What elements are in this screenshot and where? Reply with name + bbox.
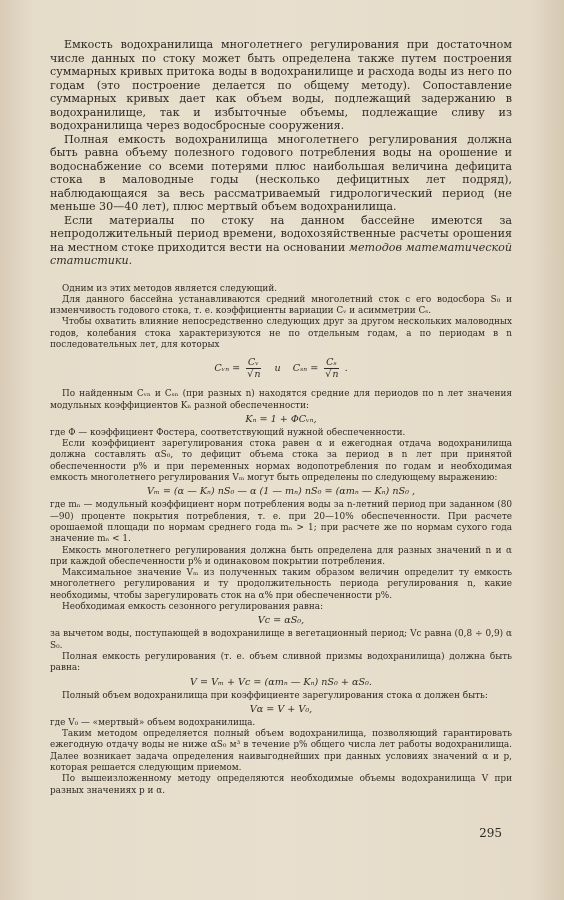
- paragraph: Чтобы охватить влияние непосредственно следующих друг за другом нескольких маловодных годов, колебания стока характеризуются не по отдельным годам, а по периодам в n последовательных лет, для которых: [50, 317, 512, 350]
- formula-fraction: [322, 357, 340, 381]
- main-text: [50, 38, 512, 268]
- paragraph: где V₀ — «мертвый» объем водохранилища.: [50, 717, 256, 728]
- formula-kn: Kₙ = 1 + ΦCᵥₙ,: [245, 413, 317, 425]
- formula-valpha: Vα = V + V₀,: [249, 703, 313, 715]
- paragraph: По найденным Cᵥₙ и Cₛₙ (при разных n) находятся средние для периодов по n лет значения модульных коэффициентов Kₙ разной обеспеченности:: [50, 389, 512, 411]
- paragraph: Для данного бассейна устанавливаются средний многолетний сток с его водосбора S₀ и изменчивость годового стока, т. е. коэффициенты вариации Cᵥ и асимметрии Cₛ.: [50, 294, 512, 317]
- fraction-numerator: Cₛ: [326, 357, 337, 369]
- formula-lhs: Cᵥₙ =: [214, 363, 241, 375]
- sqrt-symbol: √ n: [246, 368, 260, 380]
- paragraph: Емкость водохранилища многолетнего регулирования при достаточном числе данных по стоку может быть определена также путем построения суммарных кривых притока воды в водохранилище и расхода воды из него по годам (это построение делается по общему методу). Сопоставление суммарных кривых дает как объем воды, подлежащий задержанию в водохранилище, так и избыточные объемы, подлежащие сливу из водохранилища через водосбросные сооружения.: [50, 38, 512, 132]
- formula-end: .: [344, 363, 348, 375]
- paragraph-text: Если материалы по стоку на данном бассейне имеются за непродолжительный период времени, водохозяйственные расчеты орошения на местном стоке приходится вести на основании: [50, 213, 512, 254]
- paragraph: По вышеизложенному методу определяются необходимые объемы водохранилища V при разных значениях p и α.: [50, 774, 512, 796]
- paragraph: Полная емкость водохранилища многолетнего регулирования должна быть равна объему полезного годового потребления воды на орошение и водоснабжение со всеми потерями плюс наибольшая величина дефицита стока в маловодные годы (несколько дефицитных лет подряд), наблюдающаяся за весь рассматриваемый гидрологический период (не меньше 30—40 лет), плюс мертвый объем водохранилища.: [50, 132, 512, 213]
- paragraph: Полная емкость регулирования (т. е. объем сливной призмы водохранилища) должна быть равна:: [50, 651, 512, 674]
- paragraph: где Φ — коэффициент Фостера, соответствующий нужной обеспеченности.: [50, 427, 406, 438]
- formula-vm: Vₘ = (α — Kₙ) nS₀ — α (1 — mₙ) nS₀ = (αmₙ — Kₙ) nS₀ ,: [146, 486, 416, 498]
- paragraph: Полный объем водохранилища при коэффициенте зарегулирования стока α должен быть:: [62, 690, 488, 701]
- paragraph: Максимальное значение Vₘ из полученных таким образом величин определит ту емкость многолетнего регулирования и ту продолжительность периода регулирования n, какие необходимы, чтобы зарегулировать сток на α% при обеспеченности p%.: [50, 568, 512, 601]
- small-print-section: [50, 284, 512, 797]
- paragraph: где mₙ — модульный коэффициент норм потребления воды за n-летний период при заданном (80—90) проценте покрытия потребления, т. е. при 20—10% обеспеченности. При расчете орошаемой площади по нормам среднего года mₙ > 1; при расчете же по нормам сухого года значение mₙ < 1.: [50, 500, 512, 545]
- formula-cvn-csn: [50, 357, 512, 383]
- paragraph: Если коэффициент зарегулирования стока равен α и ежегодная отдача водохранилища должна составлять αS₀, то дефицит объема стока за период в n лет при принятой обеспеченности p% и при переменных нормах водопотребления по годам и необходимая емкость многолетнего регулирования Vₘ могут быть определены по следующему выражению:: [50, 439, 512, 484]
- paragraph: Одним из этих методов является следующий.: [62, 283, 278, 294]
- formula-conjunction: и: [274, 363, 281, 375]
- emphasis-text: методов математической статистики.: [50, 240, 513, 267]
- formula-vc: Vc = αS₀,: [257, 615, 305, 627]
- page-number: 295: [479, 826, 502, 840]
- sqrt-symbol: √ n: [324, 368, 338, 380]
- fraction-denominator: [244, 369, 262, 381]
- formula-v-total: V = Vₘ + Vc = (αmₙ — Kₙ) nS₀ + αS₀.: [190, 676, 372, 688]
- formula-fraction: [244, 357, 262, 381]
- paragraph: Емкость многолетнего регулирования должна быть определена для разных значений n и α при каждой обеспеченности p% и одинаковом покрытии потребления.: [50, 545, 512, 567]
- fraction-numerator: Cᵥ: [247, 357, 259, 369]
- paragraph: за вычетом воды, поступающей в водохранилище в вегетационный период; Vc равна (0,8 ÷ 0,9) α S₀.: [50, 629, 512, 651]
- paragraph: [50, 214, 512, 268]
- paragraph: Необходимая емкость сезонного регулирования равна:: [62, 602, 324, 613]
- formula-lhs: Cₛₙ =: [292, 363, 319, 375]
- paragraph: Таким методом определяется полный объем водохранилища, позволяющий гарантировать ежегодную отдачу воды не ниже αS₀ м³ в течение p% общего числа лет работы водохранилища. Далее возникает задача определения наивыгоднейших при данных условиях значений α и p, которая решается следующим приемом.: [50, 729, 512, 773]
- fraction-denominator: [322, 369, 340, 381]
